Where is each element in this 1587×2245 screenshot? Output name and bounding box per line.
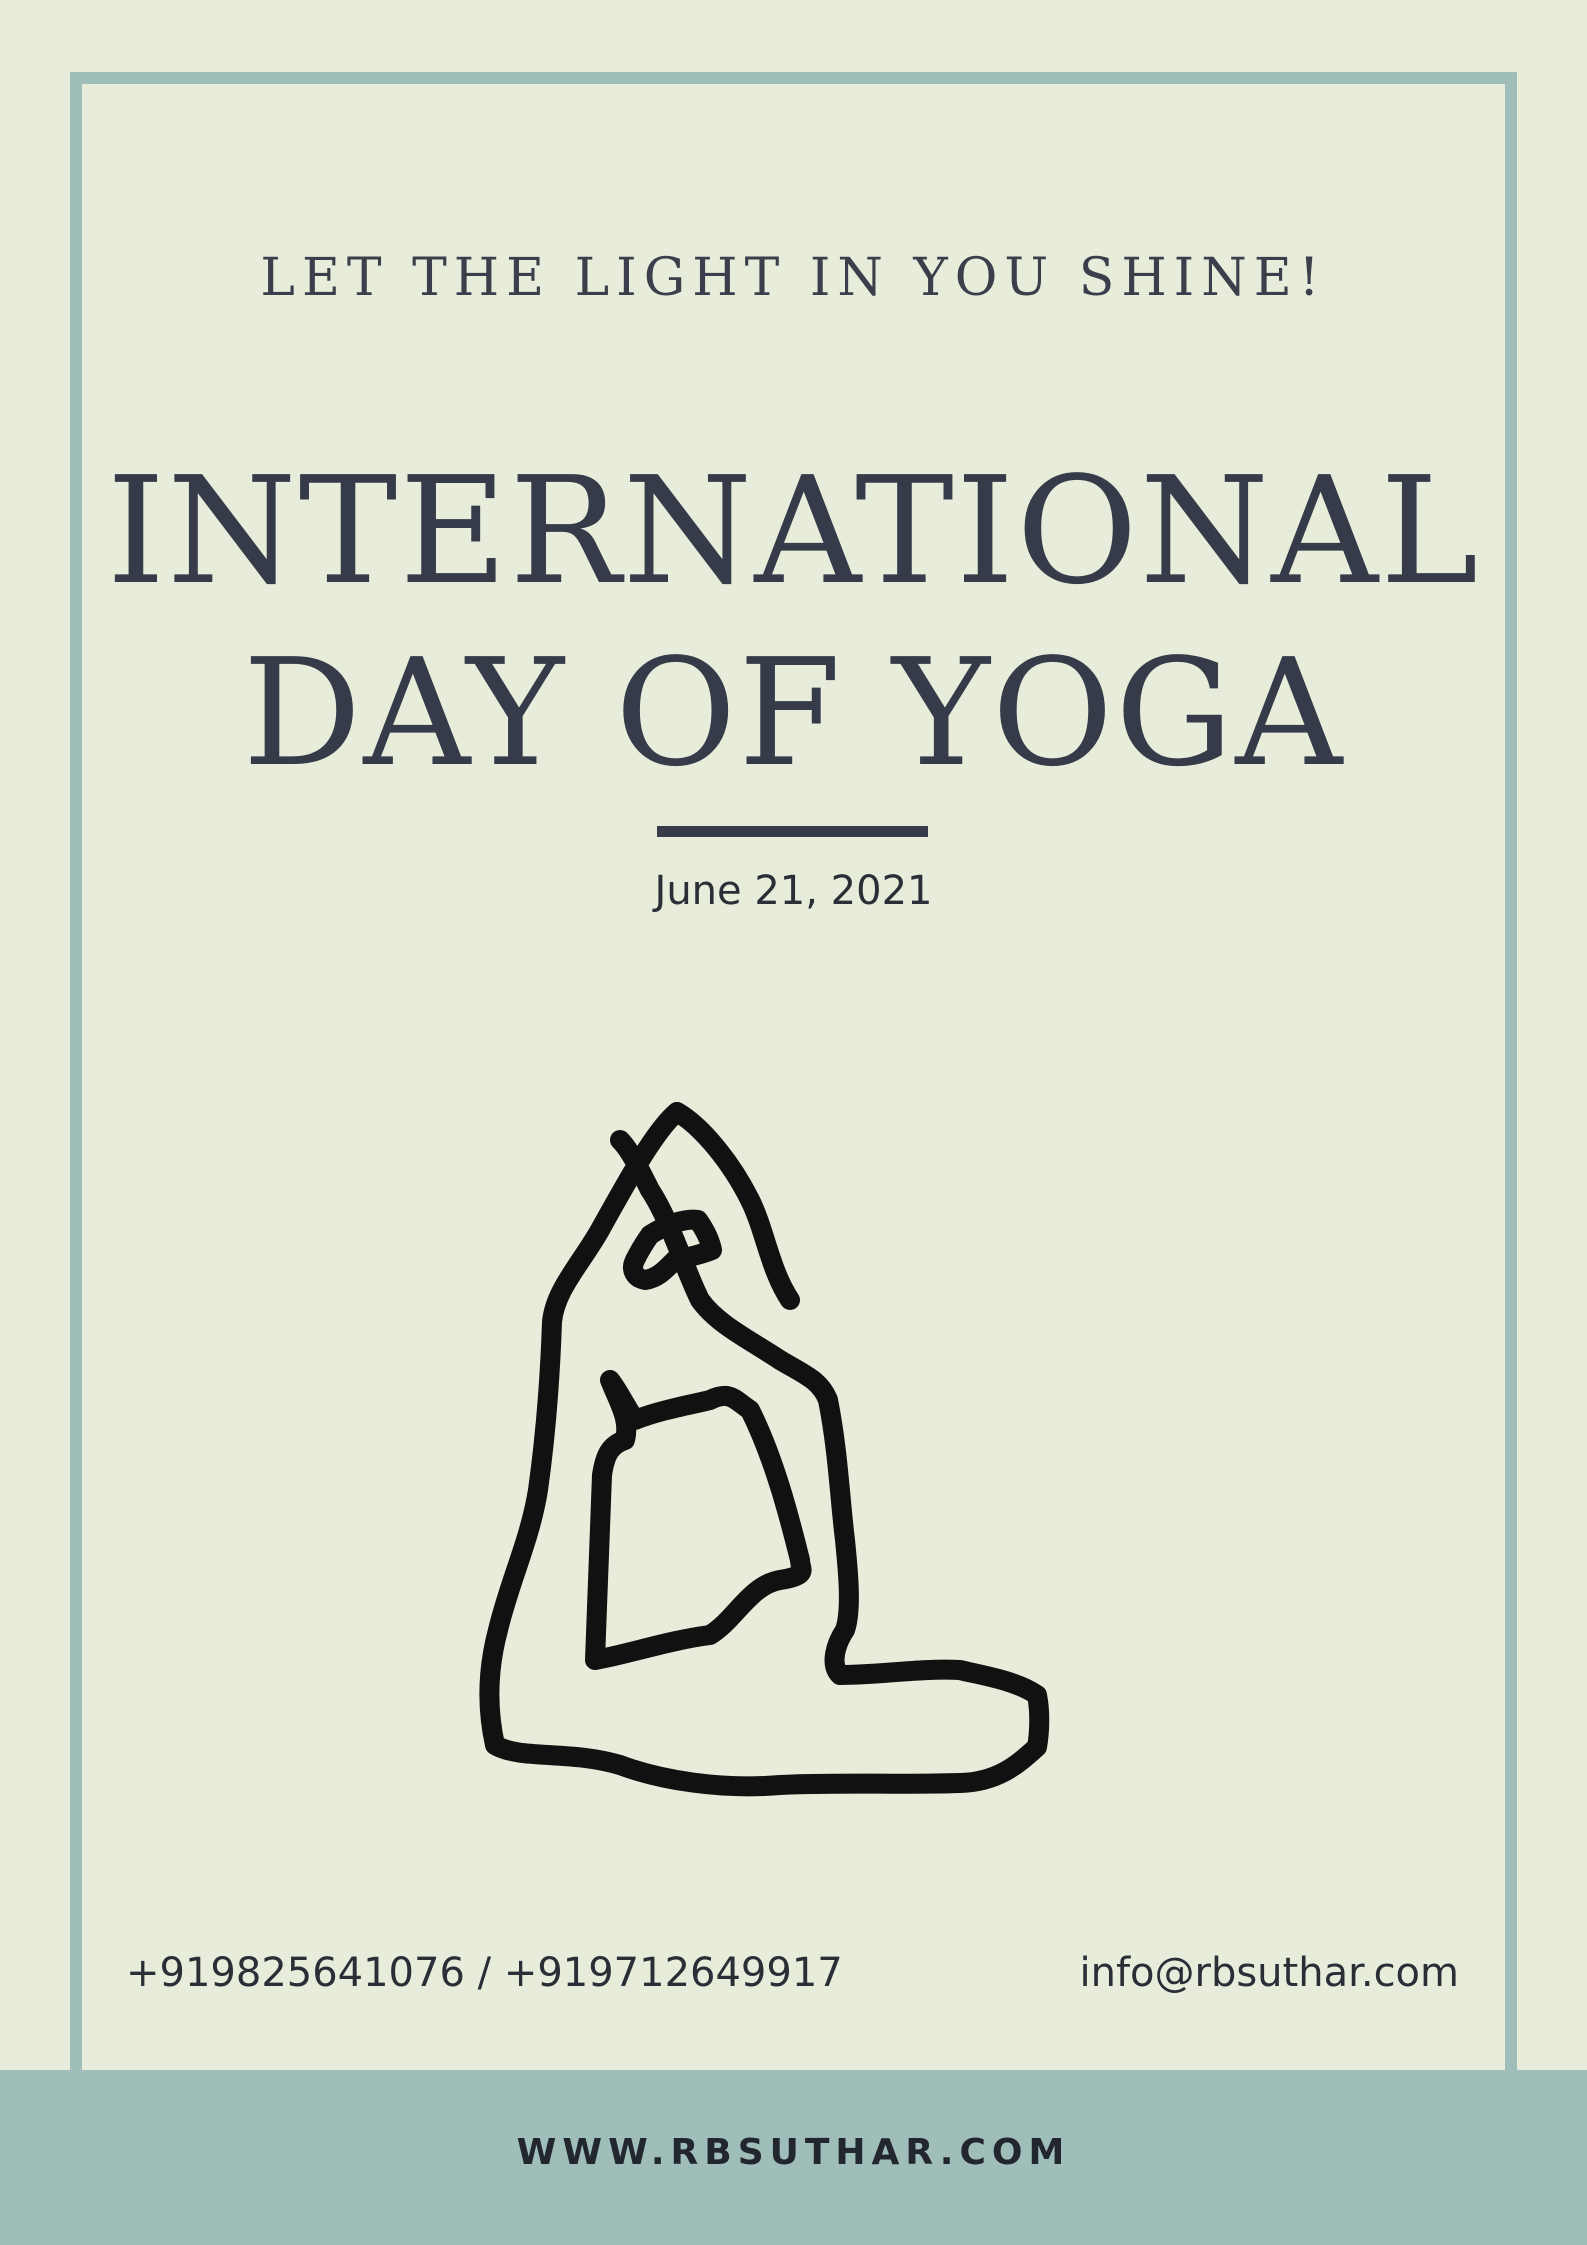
contact-phone: +919825641076 / +919712649917 xyxy=(126,1950,843,1996)
title-divider xyxy=(657,826,928,837)
poster-title xyxy=(0,440,1587,804)
contact-email[interactable]: info@rbsuthar.com xyxy=(1079,1950,1459,1996)
title-line-1: INTERNATIONAL xyxy=(106,445,1481,617)
yoga-pose-icon xyxy=(460,1100,1150,1840)
tagline: LET THE LIGHT IN YOU SHINE! xyxy=(260,248,1327,308)
title-line-2: DAY OF YOGA xyxy=(242,627,1345,799)
website-link[interactable]: WWW.RBSUTHAR.COM xyxy=(516,2132,1071,2173)
event-date: June 21, 2021 xyxy=(654,868,933,914)
